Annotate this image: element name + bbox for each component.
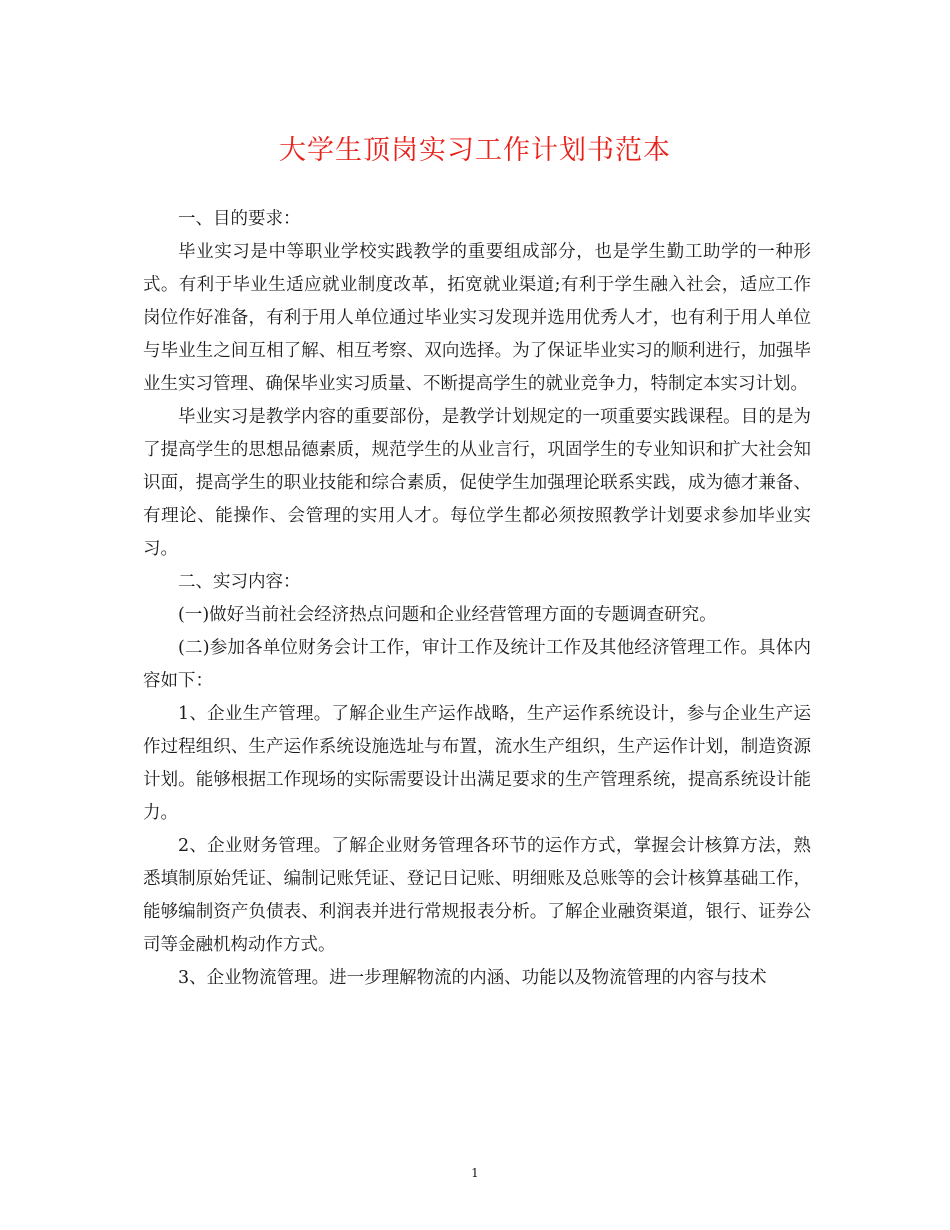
body-paragraph: 2、企业财务管理。了解企业财务管理各环节的运作方式，掌握会计核算方法，熟悉填制原始凭证、编制记账凭证、登记日记账、明细账及总账等的会计核算基础工作，能够编制资产负债表、利润表并进行常规报表分析。了解企业融资渠道，银行、证券公司等金融机构动作方式。: [143, 836, 811, 955]
body-paragraph: 毕业实习是中等职业学校实践教学的重要组成部分，也是学生勤工助学的一种形式。有利于毕业生适应就业制度改革，拓宽就业渠道;有利于学生融入社会，适应工作岗位作好准备，有利于用人单位通过毕业实习发现并选用优秀人才，也有利于用人单位与毕业生之间互相了解、相互考察、双向选择。为了保证毕业实习的顺利进行，加强毕业生实习管理、确保毕业实习质量、不断提高学生的就业竞争力，特制定本实习计划。: [143, 242, 811, 394]
document-title: 大学生顶岗实习工作计划书范本: [279, 135, 671, 166]
body-paragraph: 1、企业生产管理。了解企业生产运作战略，生产运作系统设计，参与企业生产运作过程组织、生产运作系统设施选址与布置，流水生产组织，生产运作计划，制造资源计划。能够根据工作现场的实际需要设计出满足要求的生产管理系统，提高系统设计能力。: [143, 704, 811, 823]
page-number: 1: [471, 1166, 479, 1180]
body-paragraph: 毕业实习是教学内容的重要部份，是教学计划规定的一项重要实践课程。目的是为了提高学生的思想品德素质，规范学生的从业言行，巩固学生的专业知识和扩大社会知识面，提高学生的职业技能和综合素质，促使学生加强理论联系实践，成为德才兼备、有理论、能操作、会管理的实用人才。每位学生都必须按照教学计划要求参加毕业实习。: [143, 407, 811, 559]
body-paragraph: (一)做好当前社会经济热点问题和企业经营管理方面的专题调查研究。: [178, 605, 717, 625]
document-body: [143, 203, 811, 995]
body-paragraph: (二)参加各单位财务会计工作，审计工作及统计工作及其他经济管理工作。具体内容如下：: [143, 638, 811, 691]
section-heading-purpose: 一、目的要求：: [178, 209, 301, 229]
body-paragraph: 3、企业物流管理。进一步理解物流的内涵、功能以及物流管理的内容与技术: [178, 968, 767, 988]
section-heading-content: 二、实习内容：: [178, 572, 301, 592]
